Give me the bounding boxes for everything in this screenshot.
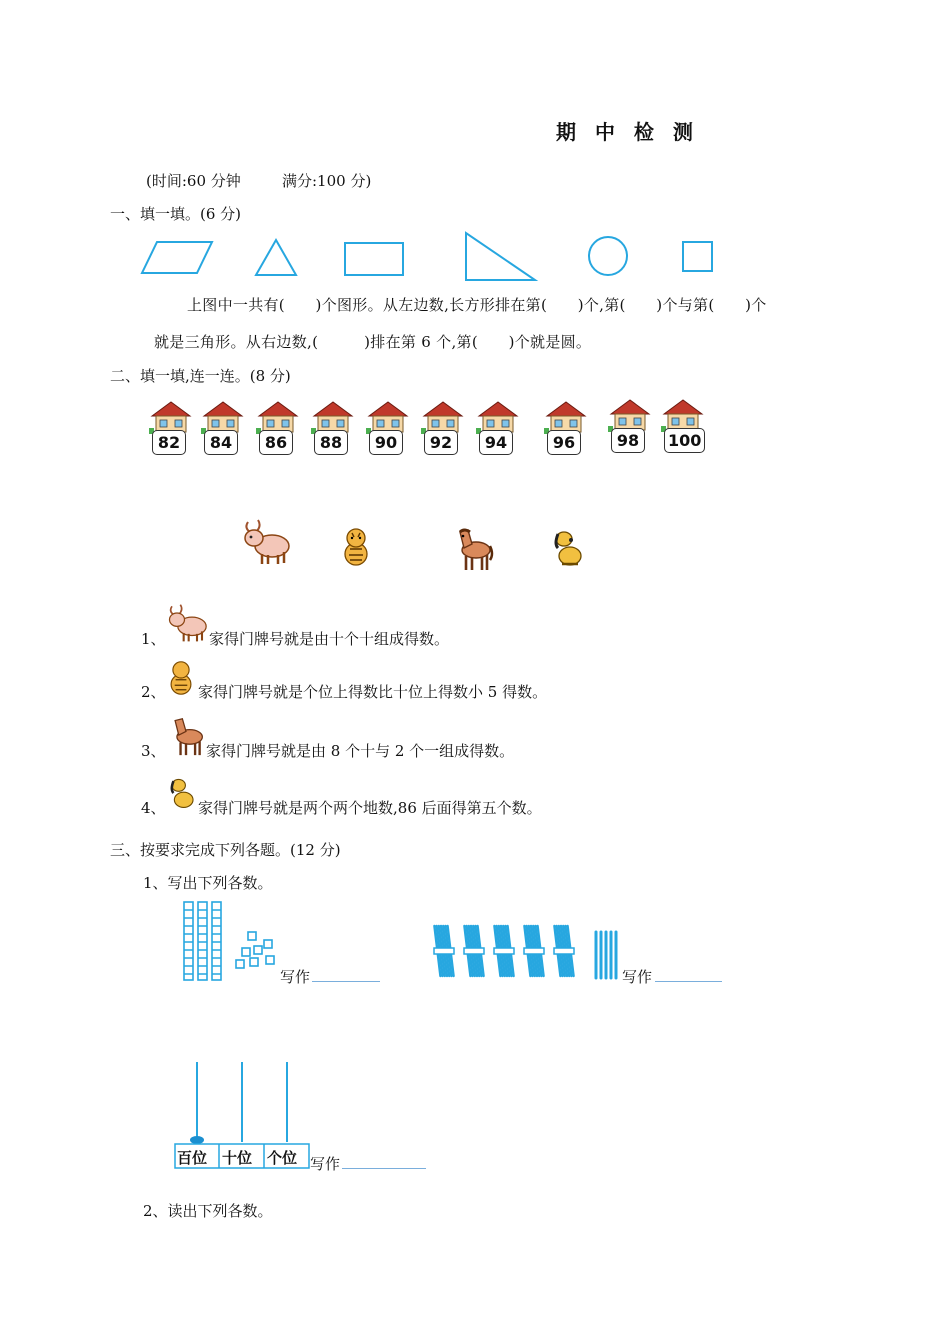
goat-icon — [240, 518, 292, 566]
square-icon — [683, 242, 712, 271]
shapes-row — [0, 0, 950, 300]
page-title: 期 中 检 测 — [556, 120, 699, 144]
house-number: 84 — [204, 430, 238, 455]
q4-text: 家得门牌号就是两个两个地数,86 后面得第五个数。 — [198, 799, 542, 817]
rectangle-icon — [345, 243, 403, 275]
abacus-bead — [190, 1136, 204, 1144]
answer-blank-1[interactable] — [312, 981, 380, 982]
section1-line2: 就是三角形。从右边数,( )排在第 6 个,第( )个就是圆。 — [154, 333, 592, 351]
house-number: 98 — [611, 428, 645, 453]
triangle-icon — [256, 240, 296, 275]
dog-icon — [550, 528, 586, 568]
abacus-label-hundreds: 百位 — [177, 1149, 208, 1167]
q3-number: 3、 — [141, 742, 166, 760]
score-info: 满分:100 分) — [282, 172, 372, 190]
house-icon — [660, 398, 706, 432]
house-icon — [543, 400, 589, 434]
q3-text: 家得门牌号就是由 8 个十与 2 个一组成得数。 — [206, 742, 515, 760]
section3-sub2: 2、读出下列各数。 — [143, 1202, 273, 1220]
house-number: 86 — [259, 430, 293, 455]
house-90 — [365, 400, 411, 460]
house-number: 90 — [369, 430, 403, 455]
section3-sub1: 1、写出下列各数。 — [143, 874, 273, 892]
house-icon — [607, 398, 653, 432]
parallelogram-icon — [142, 242, 212, 273]
right-triangle-icon — [466, 233, 535, 280]
time-info: (时间:60 分钟 — [146, 172, 241, 190]
dog-icon — [166, 776, 198, 810]
tiger-icon — [166, 660, 196, 696]
house-number: 92 — [424, 430, 458, 455]
abacus-label-ones: 个位 — [267, 1149, 298, 1167]
horse-icon — [166, 715, 206, 757]
house-number: 100 — [664, 428, 705, 453]
house-number: 96 — [547, 430, 581, 455]
q2-text: 家得门牌号就是个位上得数比十位上得数小 5 得数。 — [198, 683, 548, 701]
section2-heading: 二、填一填,连一连。(8 分) — [110, 367, 291, 385]
house-icon — [365, 400, 411, 434]
answer-blank-3[interactable] — [342, 1168, 426, 1169]
house-number: 88 — [314, 430, 348, 455]
house-icon — [148, 400, 194, 434]
house-88 — [310, 400, 356, 460]
house-number: 82 — [152, 430, 186, 455]
house-icon — [310, 400, 356, 434]
base-ten-blocks-icon — [180, 898, 280, 984]
section3-heading: 三、按要求完成下列各题。(12 分) — [110, 841, 341, 859]
horse-icon — [450, 526, 494, 572]
tiger-icon — [340, 527, 372, 567]
house-icon — [255, 400, 301, 434]
stick-bundles-icon — [428, 924, 628, 982]
house-icon — [420, 400, 466, 434]
q1-text: 家得门牌号就是由十个十组成得数。 — [209, 630, 450, 648]
house-82 — [148, 400, 194, 460]
house-84 — [200, 400, 246, 460]
house-100 — [660, 398, 706, 458]
house-icon — [200, 400, 246, 434]
house-98 — [607, 398, 653, 458]
house-86 — [255, 400, 301, 460]
q4-number: 4、 — [141, 799, 166, 817]
abacus-label-tens: 十位 — [222, 1149, 253, 1167]
write-label-3: 写作 — [310, 1155, 341, 1173]
section1-line1: 上图中一共有( )个图形。从左边数,长方形排在第( )个,第( )个与第( )个 — [187, 296, 767, 314]
house-icon — [475, 400, 521, 434]
house-94 — [475, 400, 521, 460]
goat-icon — [165, 603, 209, 643]
write-label-2: 写作 — [622, 968, 653, 986]
house-92 — [420, 400, 466, 460]
answer-blank-2[interactable] — [655, 981, 722, 982]
section1-heading: 一、填一填。(6 分) — [110, 205, 242, 223]
write-label-1: 写作 — [280, 968, 311, 986]
house-96 — [543, 400, 589, 460]
house-number: 94 — [479, 430, 513, 455]
q1-number: 1、 — [141, 630, 166, 648]
q2-number: 2、 — [141, 683, 166, 701]
circle-icon — [589, 237, 627, 275]
